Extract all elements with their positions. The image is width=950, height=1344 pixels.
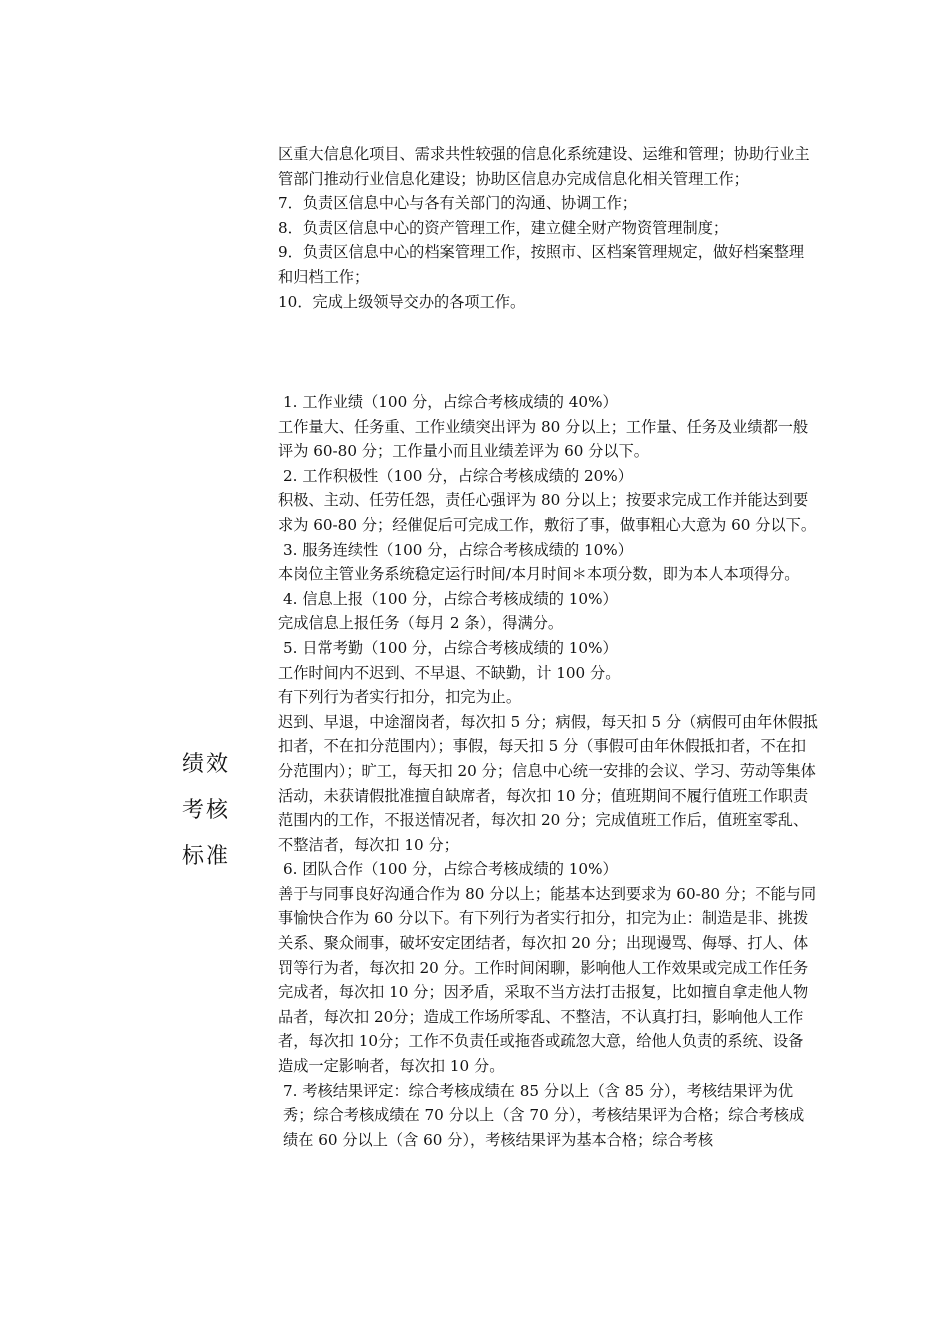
duties-section [278, 142, 818, 314]
criteria-section [278, 390, 818, 1152]
performance-criteria-label [182, 742, 230, 880]
criterion-text: 积极、主动、任劳任怨，责任心强评为 80 分以上；按要求完成工作并能达到要求为 60-80 分；经催促后可完成工作，敷衍了事，做事粗心大意为 60 分以下。 [278, 491, 817, 534]
criterion-text: 有下列行为者实行扣分，扣完为止。 [278, 688, 521, 707]
duty-line: 10．完成上级领导交办的各项工作。 [278, 292, 526, 311]
criterion-title: 1. 工作业绩（100 分，占综合考核成绩的 40%） [283, 393, 618, 411]
duty-line: 9．负责区信息中心的档案管理工作，按照市、区档案管理规定，做好档案整理和归档工作； [278, 243, 805, 286]
label-line: 考核 [182, 798, 231, 823]
criterion-text: 善于与同事良好沟通合作为 80 分以上；能基本达到要求为 60-80 分；不能与同事愉快合作为 60 分以下。有下列行为者实行扣分，扣完为止：制造是非、挑拨关系、聚众闹事，破坏安定团结者，每次扣 20 分；出现谩骂、侮辱、打人、体罚等行为者，每次扣 20 分。工作时间闲聊，影响他人工作效果或完成工作任务完成者，每次扣 10 分；因矛盾，采取不当方法打击报复，比如擅自拿走他人物品者，每次扣 20分；造成工作场所零乱、不整洁，不认真打扫，影响他人工作者，每次扣 10分；工作不负责任或拖沓或疏忽大意，给他人负责的系统、设备造成一定影响者，每次扣 10 分。 [278, 884, 817, 1076]
criterion-title: 2. 工作积极性（100 分，占综合考核成绩的 20%） [283, 466, 633, 485]
criterion-title: 6. 团队合作（100 分，占综合考核成绩的 10%） [283, 860, 618, 879]
label-line: 绩效 [182, 752, 231, 777]
criterion-title: 3. 服务连续性（100 分，占综合考核成绩的 10%） [283, 540, 633, 559]
duty-line: 7．负责区信息中心与各有关部门的沟通、协调工作； [278, 194, 637, 213]
duty-line: 8．负责区信息中心的资产管理工作，建立健全财产物资管理制度； [278, 218, 729, 237]
criterion-text: 本岗位主管业务系统稳定运行时间/本月时间＊本项分数，即为本人本项得分。 [278, 565, 800, 584]
criterion-title: 5. 日常考勤（100 分，占综合考核成绩的 10%） [283, 638, 618, 657]
criterion-text: 迟到、早退，中途溜岗者，每次扣 5 分；病假，每天扣 5 分（病假可由年休假抵扣者，不在扣分范围内）；事假，每天扣 5 分（事假可由年休假抵扣者，不在扣分范围内）；旷工，每天扣 20 分；信息中心统一安排的会议、学习、劳动等集体活动，未获请假批准擅自缺席者，每次扣 10 分；值班期间不履行值班工作职责范围内的工作，不报送情况者，每次扣 20 分；完成值班工作后，值班室零乱、不整洁者，每次扣 10 分； [278, 712, 818, 854]
criterion-text: 完成信息上报任务（每月 2 条），得满分。 [278, 614, 564, 633]
label-line: 标准 [182, 844, 231, 869]
criterion-text: 工作量大、任务重、工作业绩突出评为 80 分以上；工作量、任务及业绩都一般评为 60-80 分；工作量小而且业绩差评为 60 分以下。 [278, 417, 809, 461]
criterion-title: 4. 信息上报（100 分，占综合考核成绩的 10%） [283, 589, 618, 608]
duty-line: 区重大信息化项目、需求共性较强的信息化系统建设、运维和管理；协助行业主管部门推动行业信息化建设；协助区信息办完成信息化相关管理工作； [278, 145, 810, 188]
criterion-text: 工作时间内不迟到、不早退、不缺勤，计 100 分。 [278, 663, 621, 682]
criterion-title: 7. 考核结果评定：综合考核成绩在 85 分以上（含 85 分），考核结果评为优秀；综合考核成绩在 70 分以上（含 70 分），考核结果评为合格；综合考核成绩在 60 分以上（含 60 分），考核结果评为基本合格；综合考核 [283, 1081, 805, 1149]
